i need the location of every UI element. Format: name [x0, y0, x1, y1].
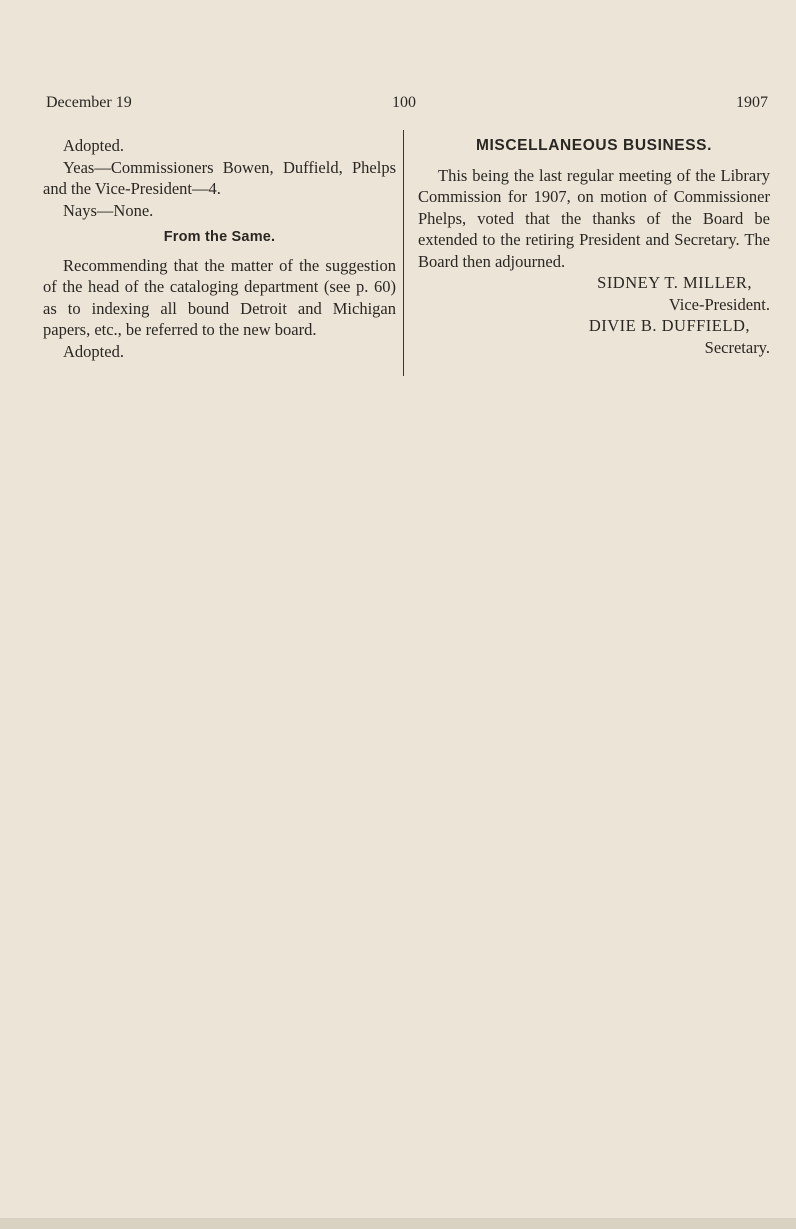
- adopted-text: Adopted.: [63, 136, 124, 155]
- section-heading-from-the-same: From the Same.: [163, 229, 276, 245]
- header-date: December 19: [46, 94, 132, 111]
- left-column: [43, 135, 396, 362]
- adopted-text-2: Adopted.: [63, 341, 124, 361]
- header-year: 1907: [736, 94, 768, 111]
- signature-secretary-title: Secretary.: [704, 337, 770, 357]
- nays-text: Nays—None.: [63, 200, 154, 220]
- signature-vice-president-name: SIDNEY T. MILLER,: [597, 273, 752, 292]
- page-header: [46, 94, 768, 116]
- yeas-text: Yeas—Commissioners Bowen, Duffield, Phelps and the Vice-President—4.: [43, 157, 396, 198]
- page-number: 100: [392, 94, 416, 111]
- miscellaneous-body: This being the last regular meeting of the Library Commission for 1907, on motion of Commissioner Phelps, voted that the thanks of the Board be extended to the retiring President and Secretary. The Board then adjourned.: [418, 165, 770, 271]
- section-heading-miscellaneous-business: MISCELLANEOUS BUSINESS.: [476, 137, 712, 154]
- signature-vice-president-title: Vice-President.: [668, 294, 770, 314]
- page-bottom-edge: [0, 1218, 796, 1229]
- right-column: [418, 135, 770, 358]
- signature-secretary-name: DIVIE B. DUFFIELD,: [588, 316, 750, 335]
- recommendation-text: Recommending that the matter of the suggestion of the head of the cataloging department (see p. 60) as to indexing all bound Detroit and Michigan papers, etc., be referred to the new board.: [43, 255, 396, 339]
- column-divider: [403, 130, 404, 376]
